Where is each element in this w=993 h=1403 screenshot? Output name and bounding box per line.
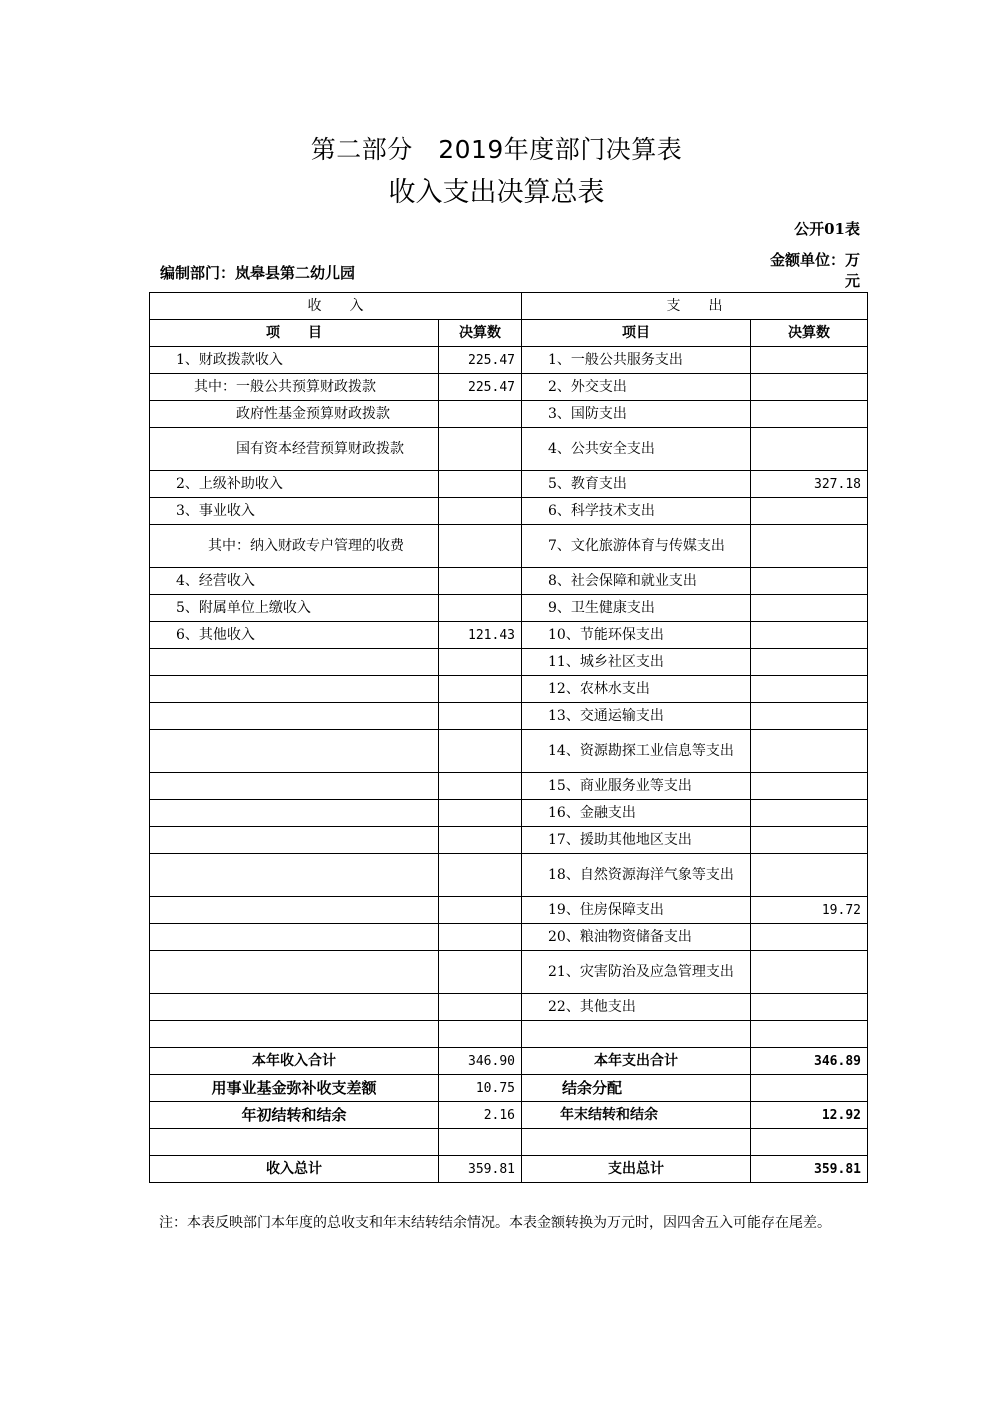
income-amount	[439, 897, 522, 924]
amount-unit-line2: 元	[844, 272, 860, 290]
form-number: 公开01表	[794, 220, 860, 238]
total-row	[150, 1129, 868, 1156]
income-amount	[439, 994, 522, 1021]
income-item	[150, 730, 439, 773]
income-amount: 225.47	[439, 374, 522, 401]
blank-cell	[522, 1129, 751, 1156]
expense-item: 7、文化旅游体育与传媒支出	[522, 525, 751, 568]
table-row	[150, 568, 868, 595]
income-amount	[439, 951, 522, 994]
table-row	[150, 854, 868, 897]
expense-total-amount: 346.89	[751, 1048, 868, 1075]
income-amount	[439, 568, 522, 595]
income-amount	[439, 800, 522, 827]
income-item	[150, 676, 439, 703]
income-amount	[439, 401, 522, 428]
income-amount	[439, 1021, 522, 1048]
income-item: 1、财政拨款收入	[150, 347, 439, 374]
table-row	[150, 622, 868, 649]
income-expense-table	[149, 292, 868, 1183]
total-row	[150, 1102, 868, 1129]
income-amount-header: 决算数	[439, 320, 522, 347]
amount-unit-line1: 金额单位：万	[769, 251, 860, 269]
expense-amount	[751, 827, 868, 854]
income-amount	[439, 428, 522, 471]
expense-item: 13、交通运输支出	[522, 703, 751, 730]
income-section-header: 收 入	[150, 293, 522, 320]
income-item: 4、经营收入	[150, 568, 439, 595]
expense-item: 2、外交支出	[522, 374, 751, 401]
expense-item: 21、灾害防治及应急管理支出	[522, 951, 751, 994]
expense-amount	[751, 924, 868, 951]
table-row	[150, 924, 868, 951]
expense-amount-header: 决算数	[751, 320, 868, 347]
fund-offset-label: 用事业基金弥补收支差额	[150, 1075, 439, 1102]
income-item: 国有资本经营预算财政拨款	[150, 428, 439, 471]
expense-amount	[751, 568, 868, 595]
table-row	[150, 951, 868, 994]
income-item: 2、上级补助收入	[150, 471, 439, 498]
expense-item	[522, 1021, 751, 1048]
grand-total-row	[150, 1156, 868, 1183]
expense-item: 3、国防支出	[522, 401, 751, 428]
income-item	[150, 800, 439, 827]
table-row	[150, 595, 868, 622]
income-item: 其中：一般公共预算财政拨款	[150, 374, 439, 401]
expense-amount	[751, 676, 868, 703]
expense-item: 17、援助其他地区支出	[522, 827, 751, 854]
expense-amount	[751, 401, 868, 428]
income-amount	[439, 649, 522, 676]
income-item	[150, 649, 439, 676]
table-row	[150, 703, 868, 730]
income-amount	[439, 854, 522, 897]
expense-item: 6、科学技术支出	[522, 498, 751, 525]
expense-item: 5、教育支出	[522, 471, 751, 498]
income-item: 3、事业收入	[150, 498, 439, 525]
income-item	[150, 951, 439, 994]
income-grand-total-amount: 359.81	[439, 1156, 522, 1183]
footnote: 注：本表反映部门本年度的总收支和年末结转结余情况。本表金额转换为万元时，因四舍五入可能存在尾差。	[159, 1215, 831, 1231]
expense-amount: 19.72	[751, 897, 868, 924]
income-amount	[439, 773, 522, 800]
table-row	[150, 827, 868, 854]
opening-balance-amount: 2.16	[439, 1102, 522, 1129]
expense-item: 14、资源勘探工业信息等支出	[522, 730, 751, 773]
income-amount	[439, 730, 522, 773]
income-amount	[439, 827, 522, 854]
income-total-amount: 346.90	[439, 1048, 522, 1075]
income-item: 6、其他收入	[150, 622, 439, 649]
table-row	[150, 1021, 868, 1048]
table-row	[150, 498, 868, 525]
expense-item: 12、农林水支出	[522, 676, 751, 703]
expense-item: 4、公共安全支出	[522, 428, 751, 471]
expense-section-header: 支 出	[522, 293, 868, 320]
surplus-distribution-amount	[751, 1075, 868, 1102]
expense-item: 19、住房保障支出	[522, 897, 751, 924]
income-amount	[439, 676, 522, 703]
department-label: 编制部门：岚皋县第二幼儿园	[160, 264, 356, 282]
expense-amount	[751, 703, 868, 730]
blank-cell	[751, 1129, 868, 1156]
income-item: 其中：纳入财政专户管理的收费	[150, 525, 439, 568]
expense-amount	[751, 773, 868, 800]
income-item: 5、附属单位上缴收入	[150, 595, 439, 622]
table-row	[150, 773, 868, 800]
expense-amount	[751, 649, 868, 676]
expense-item: 8、社会保障和就业支出	[522, 568, 751, 595]
blank-cell	[150, 1129, 439, 1156]
income-amount	[439, 595, 522, 622]
expense-amount	[751, 994, 868, 1021]
page-title: 第二部分 2019年度部门决算表	[310, 135, 683, 164]
income-item: 政府性基金预算财政拨款	[150, 401, 439, 428]
income-amount: 225.47	[439, 347, 522, 374]
expense-amount	[751, 951, 868, 994]
expense-item: 15、商业服务业等支出	[522, 773, 751, 800]
income-amount	[439, 471, 522, 498]
expense-item: 9、卫生健康支出	[522, 595, 751, 622]
total-row	[150, 1075, 868, 1102]
income-item	[150, 924, 439, 951]
expense-grand-total-amount: 359.81	[751, 1156, 868, 1183]
income-item	[150, 1021, 439, 1048]
table-row	[150, 428, 868, 471]
income-item	[150, 994, 439, 1021]
income-amount: 121.43	[439, 622, 522, 649]
expense-grand-total-label: 支出总计	[522, 1156, 751, 1183]
expense-amount	[751, 525, 868, 568]
expense-amount	[751, 800, 868, 827]
table-row	[150, 401, 868, 428]
income-grand-total-label: 收入总计	[150, 1156, 439, 1183]
expense-item: 22、其他支出	[522, 994, 751, 1021]
table-row	[150, 347, 868, 374]
expense-amount	[751, 622, 868, 649]
expense-amount	[751, 595, 868, 622]
expense-amount	[751, 374, 868, 401]
income-item-header: 项 目	[150, 320, 439, 347]
expense-amount: 327.18	[751, 471, 868, 498]
table-row	[150, 800, 868, 827]
income-item	[150, 703, 439, 730]
expense-amount	[751, 854, 868, 897]
income-item	[150, 827, 439, 854]
table-row	[150, 676, 868, 703]
income-amount	[439, 498, 522, 525]
income-amount	[439, 924, 522, 951]
opening-balance-label: 年初结转和结余	[150, 1102, 439, 1129]
expense-amount	[751, 1021, 868, 1048]
income-amount	[439, 525, 522, 568]
table-row	[150, 471, 868, 498]
expense-amount	[751, 347, 868, 374]
table-row	[150, 649, 868, 676]
expense-item: 16、金融支出	[522, 800, 751, 827]
surplus-distribution-label: 结余分配	[522, 1075, 751, 1102]
amount-unit	[755, 250, 860, 292]
expense-total-label: 本年支出合计	[522, 1048, 751, 1075]
blank-cell	[439, 1129, 522, 1156]
table-row	[150, 730, 868, 773]
expense-amount	[751, 428, 868, 471]
income-item	[150, 773, 439, 800]
fund-offset-amount: 10.75	[439, 1075, 522, 1102]
expense-item: 20、粮油物资储备支出	[522, 924, 751, 951]
expense-amount	[751, 730, 868, 773]
expense-item: 1、一般公共服务支出	[522, 347, 751, 374]
closing-balance-label: 年末结转和结余	[522, 1102, 751, 1129]
table-title: 收入支出决算总表	[388, 177, 605, 208]
expense-amount	[751, 498, 868, 525]
closing-balance-amount: 12.92	[751, 1102, 868, 1129]
table-row	[150, 374, 868, 401]
income-amount	[439, 703, 522, 730]
expense-item: 11、城乡社区支出	[522, 649, 751, 676]
expense-item: 10、节能环保支出	[522, 622, 751, 649]
expense-item-header: 项目	[522, 320, 751, 347]
table-row	[150, 897, 868, 924]
table-row	[150, 994, 868, 1021]
total-row	[150, 1048, 868, 1075]
expense-item: 18、自然资源海洋气象等支出	[522, 854, 751, 897]
income-item	[150, 854, 439, 897]
table-row	[150, 525, 868, 568]
income-total-label: 本年收入合计	[150, 1048, 439, 1075]
income-item	[150, 897, 439, 924]
